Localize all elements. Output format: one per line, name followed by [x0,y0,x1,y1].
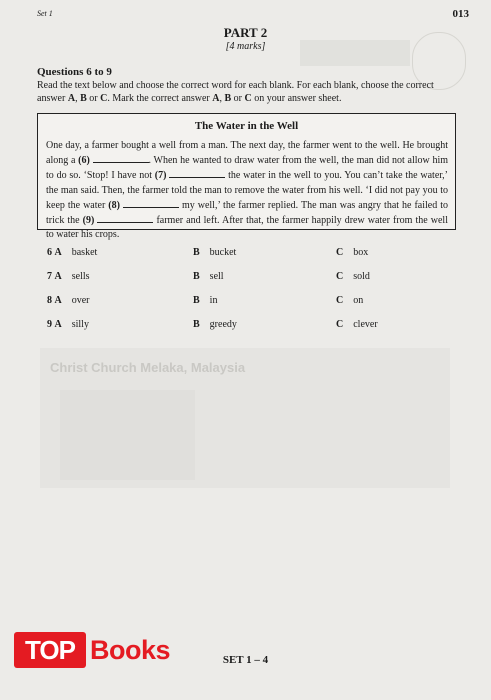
option-letter: A [54,271,62,282]
instructions-text [37,80,457,105]
part-title: PART 2 [223,25,268,40]
instruction-letter: B [80,92,87,104]
option-text: sold [353,271,370,282]
answer-row-6 [47,247,457,261]
option-a[interactable] [47,271,90,282]
option-c[interactable] [336,319,378,330]
page-number: 013 [452,8,469,20]
passage-segment: One day, a farmer bought a well from a man. The next day, the farmer went to the well. He brought along a [46,140,448,167]
question-number: 7 [47,271,52,282]
option-letter: B [193,295,200,306]
passage-text [46,139,448,242]
blank-6[interactable] [93,153,149,163]
logo-books-text: Books [90,635,171,665]
option-c[interactable] [336,295,363,306]
instruction-letter: A [67,92,76,104]
passage-box [37,113,456,241]
blank-7[interactable] [169,168,225,178]
option-text: sells [71,271,90,282]
passage-segment: farmer and left. After that, the farmer happily drew water from the well to water his crops. [46,215,448,241]
instruction-letter: C [100,92,108,104]
option-text: basket [71,247,98,258]
instructions-content: Read the text below and choose the correct word for each blank. For each blank, choose the correct answer A, B or C. Mark the correct answer A, B or C on your answer sheet. [37,80,434,104]
blank-number-9: (9) [82,215,95,227]
option-letter: B [193,319,200,330]
answer-row-7 [47,271,457,285]
option-b[interactable] [193,271,224,282]
option-a[interactable] [47,295,90,306]
set-label: Set 1 [37,9,53,18]
footer-set-label: SET 1 – 4 [222,654,269,666]
option-letter: B [193,271,200,282]
show-through-photo [60,390,195,480]
option-text: sell [209,271,224,282]
question-number: 6 [47,247,52,258]
option-letter: C [336,295,344,306]
option-text: in [209,295,218,306]
blank-8[interactable] [123,198,179,208]
option-a[interactable] [47,319,89,330]
option-letter: C [336,319,344,330]
option-letter: A [54,319,62,330]
option-c[interactable] [336,271,370,282]
blank-number-7: (7) [154,170,167,182]
question-number: 9 [47,319,52,330]
answer-row-8 [47,295,457,309]
option-b[interactable] [193,319,237,330]
instruction-letter: A [212,92,220,104]
option-text: bucket [209,247,237,258]
option-b[interactable] [193,295,217,306]
option-letter: A [54,247,62,258]
answer-row-9 [47,319,457,333]
passage-title: The Water in the Well [194,120,299,132]
option-letter: B [193,247,200,258]
option-c[interactable] [336,247,368,258]
questions-heading: Questions 6 to 9 [37,66,112,78]
passage-segment: my well,’ the farmer replied. The man was angry that he failed to trick the [46,199,448,227]
option-letter: C [336,247,344,258]
blank-number-8: (8) [108,199,120,211]
instruction-letter: C [244,92,252,104]
show-through-text: Christ Church Melaka, Malaysia [50,360,246,375]
option-text: clever [353,319,378,330]
option-letter: C [336,271,344,282]
passage-segment: . When he wanted to draw water from the well, the man did not allow him to do so. ‘Stop! I have not [46,155,449,182]
part-marks: [4 marks] [225,41,266,52]
option-b[interactable] [193,247,236,258]
blank-9[interactable] [97,213,153,223]
option-text: on [353,295,364,306]
logo-top-badge: TOP [14,632,86,668]
question-number: 8 [47,295,52,306]
instruction-letter: B [224,92,232,104]
option-text: box [353,247,369,258]
blank-number-6: (6) [78,155,90,167]
option-text: over [71,295,90,306]
option-text: silly [71,319,89,330]
option-a[interactable] [47,247,97,258]
passage-segment: the water in the well to you. You can’t take the water,’ the man said. Then, the farmer told the man to remove the water from his well. ‘I did not pay you to keep the water [46,170,449,211]
option-letter: A [54,295,62,306]
option-text: greedy [209,319,237,330]
